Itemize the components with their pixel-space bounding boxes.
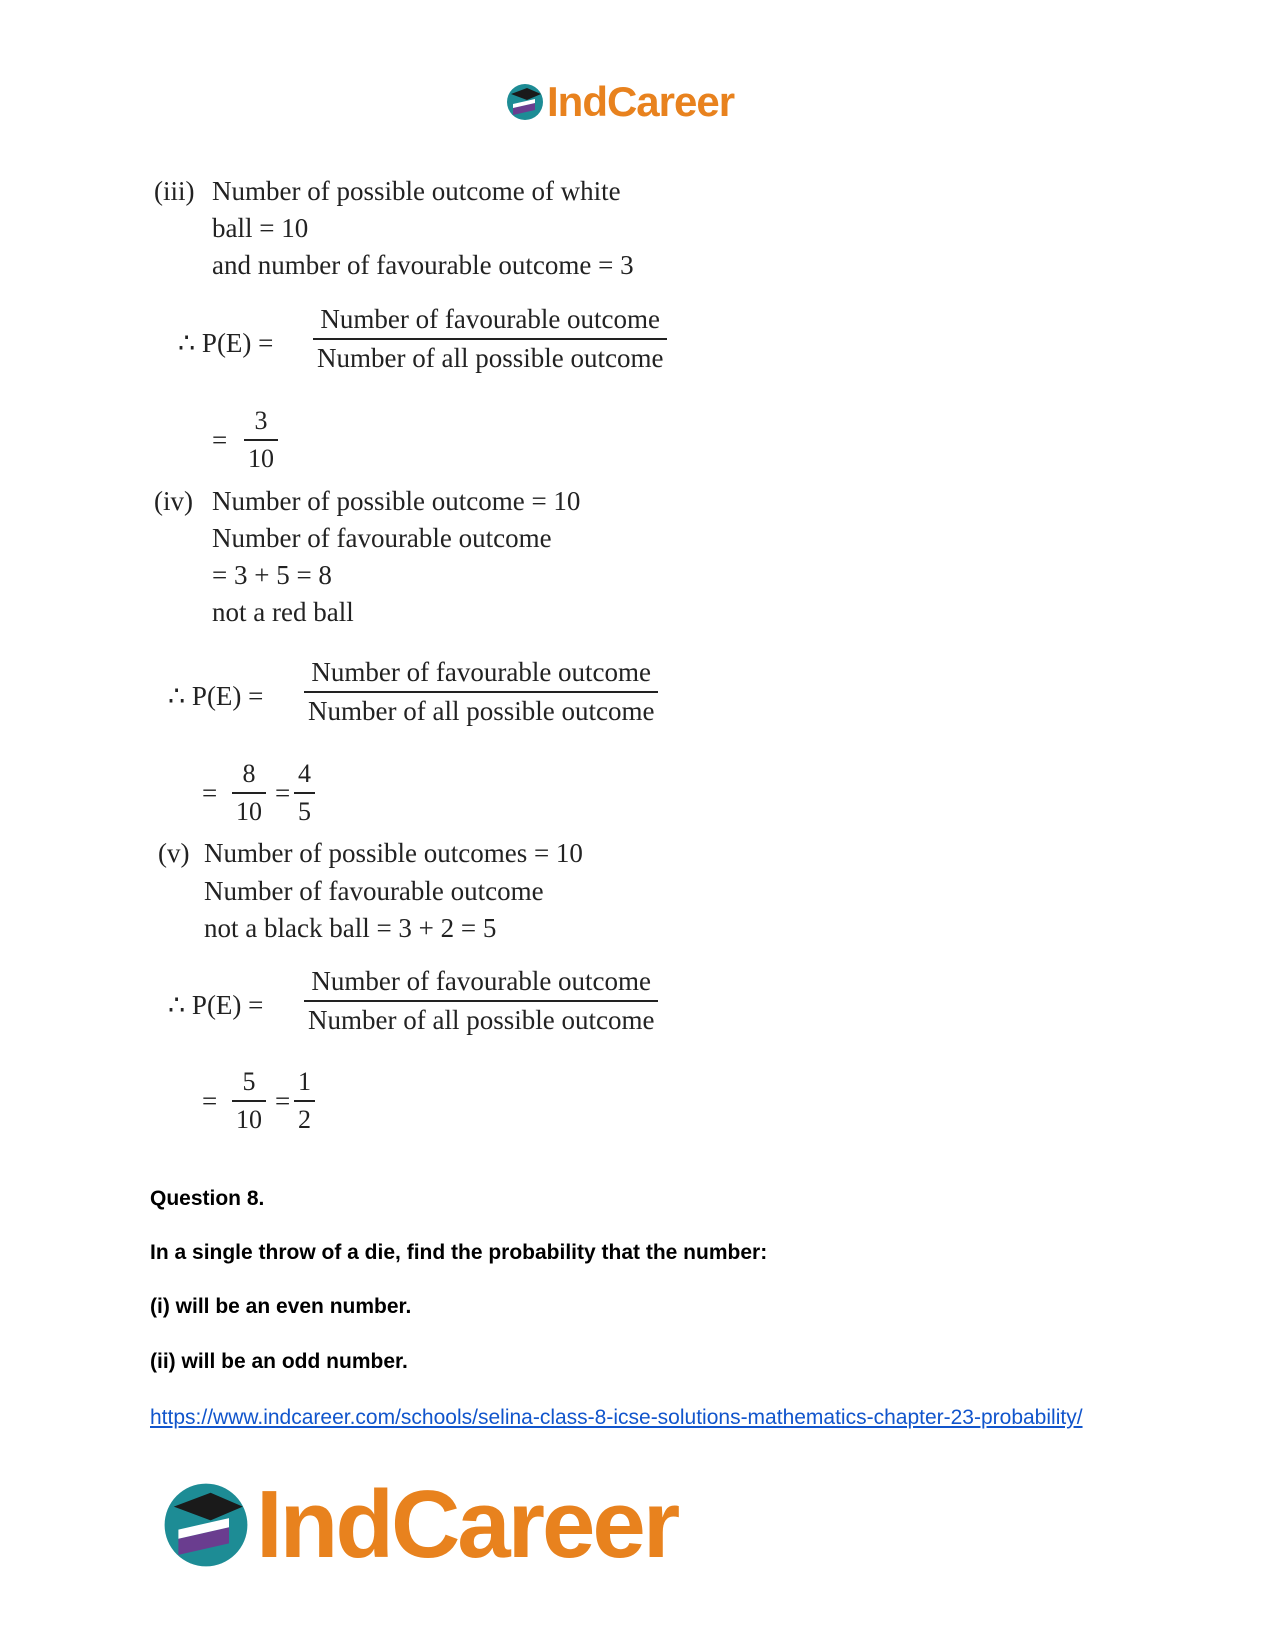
- part-iii-line1: Number of possible outcome of white: [212, 176, 621, 206]
- part-iii-formula-fraction: [313, 304, 667, 374]
- part-iv-pe-label: ∴ P(E) =: [168, 681, 264, 711]
- header-logo-text: IndCareer: [547, 78, 735, 125]
- part-v-result2-fraction: [294, 1067, 315, 1135]
- result-denominator: 2: [298, 1105, 311, 1134]
- formula-numerator: Number of favourable outcome: [320, 304, 661, 334]
- result-numerator: 4: [298, 759, 311, 788]
- part-v-pe-label: ∴ P(E) =: [168, 990, 264, 1020]
- part-iii-equals: =: [212, 425, 228, 455]
- part-iii-marker: (iii): [154, 176, 195, 206]
- question-part-ii: (ii) will be an odd number.: [150, 1350, 408, 1373]
- part-iii-pe-label: ∴ P(E) =: [178, 328, 274, 358]
- result-denominator: 10: [248, 444, 274, 473]
- part-v-line3: not a black ball = 3 + 2 = 5: [204, 913, 497, 943]
- part-iv-equals-2: =: [275, 778, 291, 808]
- part-iv-formula-fraction: [304, 657, 658, 727]
- source-link[interactable]: https://www.indcareer.com/schools/selina-class-8-icse-solutions-mathematics-chapter-23-probability/: [150, 1406, 1083, 1429]
- part-iv-line4: not a red ball: [212, 597, 354, 627]
- indcareer-logo-icon: [160, 1479, 252, 1571]
- formula-denominator: Number of all possible outcome: [308, 696, 655, 726]
- part-v-marker: (v): [158, 838, 190, 868]
- formula-numerator: Number of favourable outcome: [311, 657, 652, 687]
- question-title: Question 8.: [150, 1187, 265, 1210]
- result-denominator: 10: [236, 797, 262, 826]
- part-iv-line3: = 3 + 5 = 8: [212, 560, 332, 590]
- formula-denominator: Number of all possible outcome: [317, 343, 664, 373]
- part-iv-line1: Number of possible outcome = 10: [212, 486, 581, 516]
- footer-logo-text: IndCareer: [256, 1471, 678, 1578]
- header-logo: [505, 78, 734, 126]
- indcareer-logo-icon: [505, 82, 545, 122]
- part-iv-marker: (iv): [154, 486, 193, 516]
- part-iii-line2: ball = 10: [212, 213, 309, 243]
- formula-denominator: Number of all possible outcome: [308, 1005, 655, 1035]
- part-iii-result-fraction: [244, 406, 278, 474]
- result-numerator: 3: [254, 406, 268, 435]
- result-denominator: 5: [298, 797, 311, 826]
- formula-numerator: Number of favourable outcome: [311, 966, 652, 996]
- part-v-formula-fraction: [304, 966, 658, 1036]
- part-iv-equals: =: [202, 778, 218, 808]
- question-part-i: (i) will be an even number.: [150, 1295, 412, 1318]
- part-v-equals-2: =: [275, 1086, 291, 1116]
- result-numerator: 5: [242, 1067, 256, 1096]
- part-iv-result1-fraction: [232, 759, 266, 827]
- footer-logo: [160, 1470, 677, 1580]
- part-v-equals: =: [202, 1086, 218, 1116]
- part-v-result1-fraction: [232, 1067, 266, 1135]
- result-numerator: 1: [298, 1067, 311, 1096]
- result-numerator: 8: [242, 759, 256, 788]
- question-prompt: In a single throw of a die, find the probability that the number:: [150, 1241, 768, 1264]
- part-iv-result2-fraction: [294, 759, 315, 827]
- part-v-line2: Number of favourable outcome: [204, 876, 544, 906]
- result-denominator: 10: [236, 1105, 262, 1134]
- part-iii-line3: and number of favourable outcome = 3: [212, 250, 634, 280]
- part-iv-line2: Number of favourable outcome: [212, 523, 552, 553]
- part-v-line1: Number of possible outcomes = 10: [204, 838, 583, 868]
